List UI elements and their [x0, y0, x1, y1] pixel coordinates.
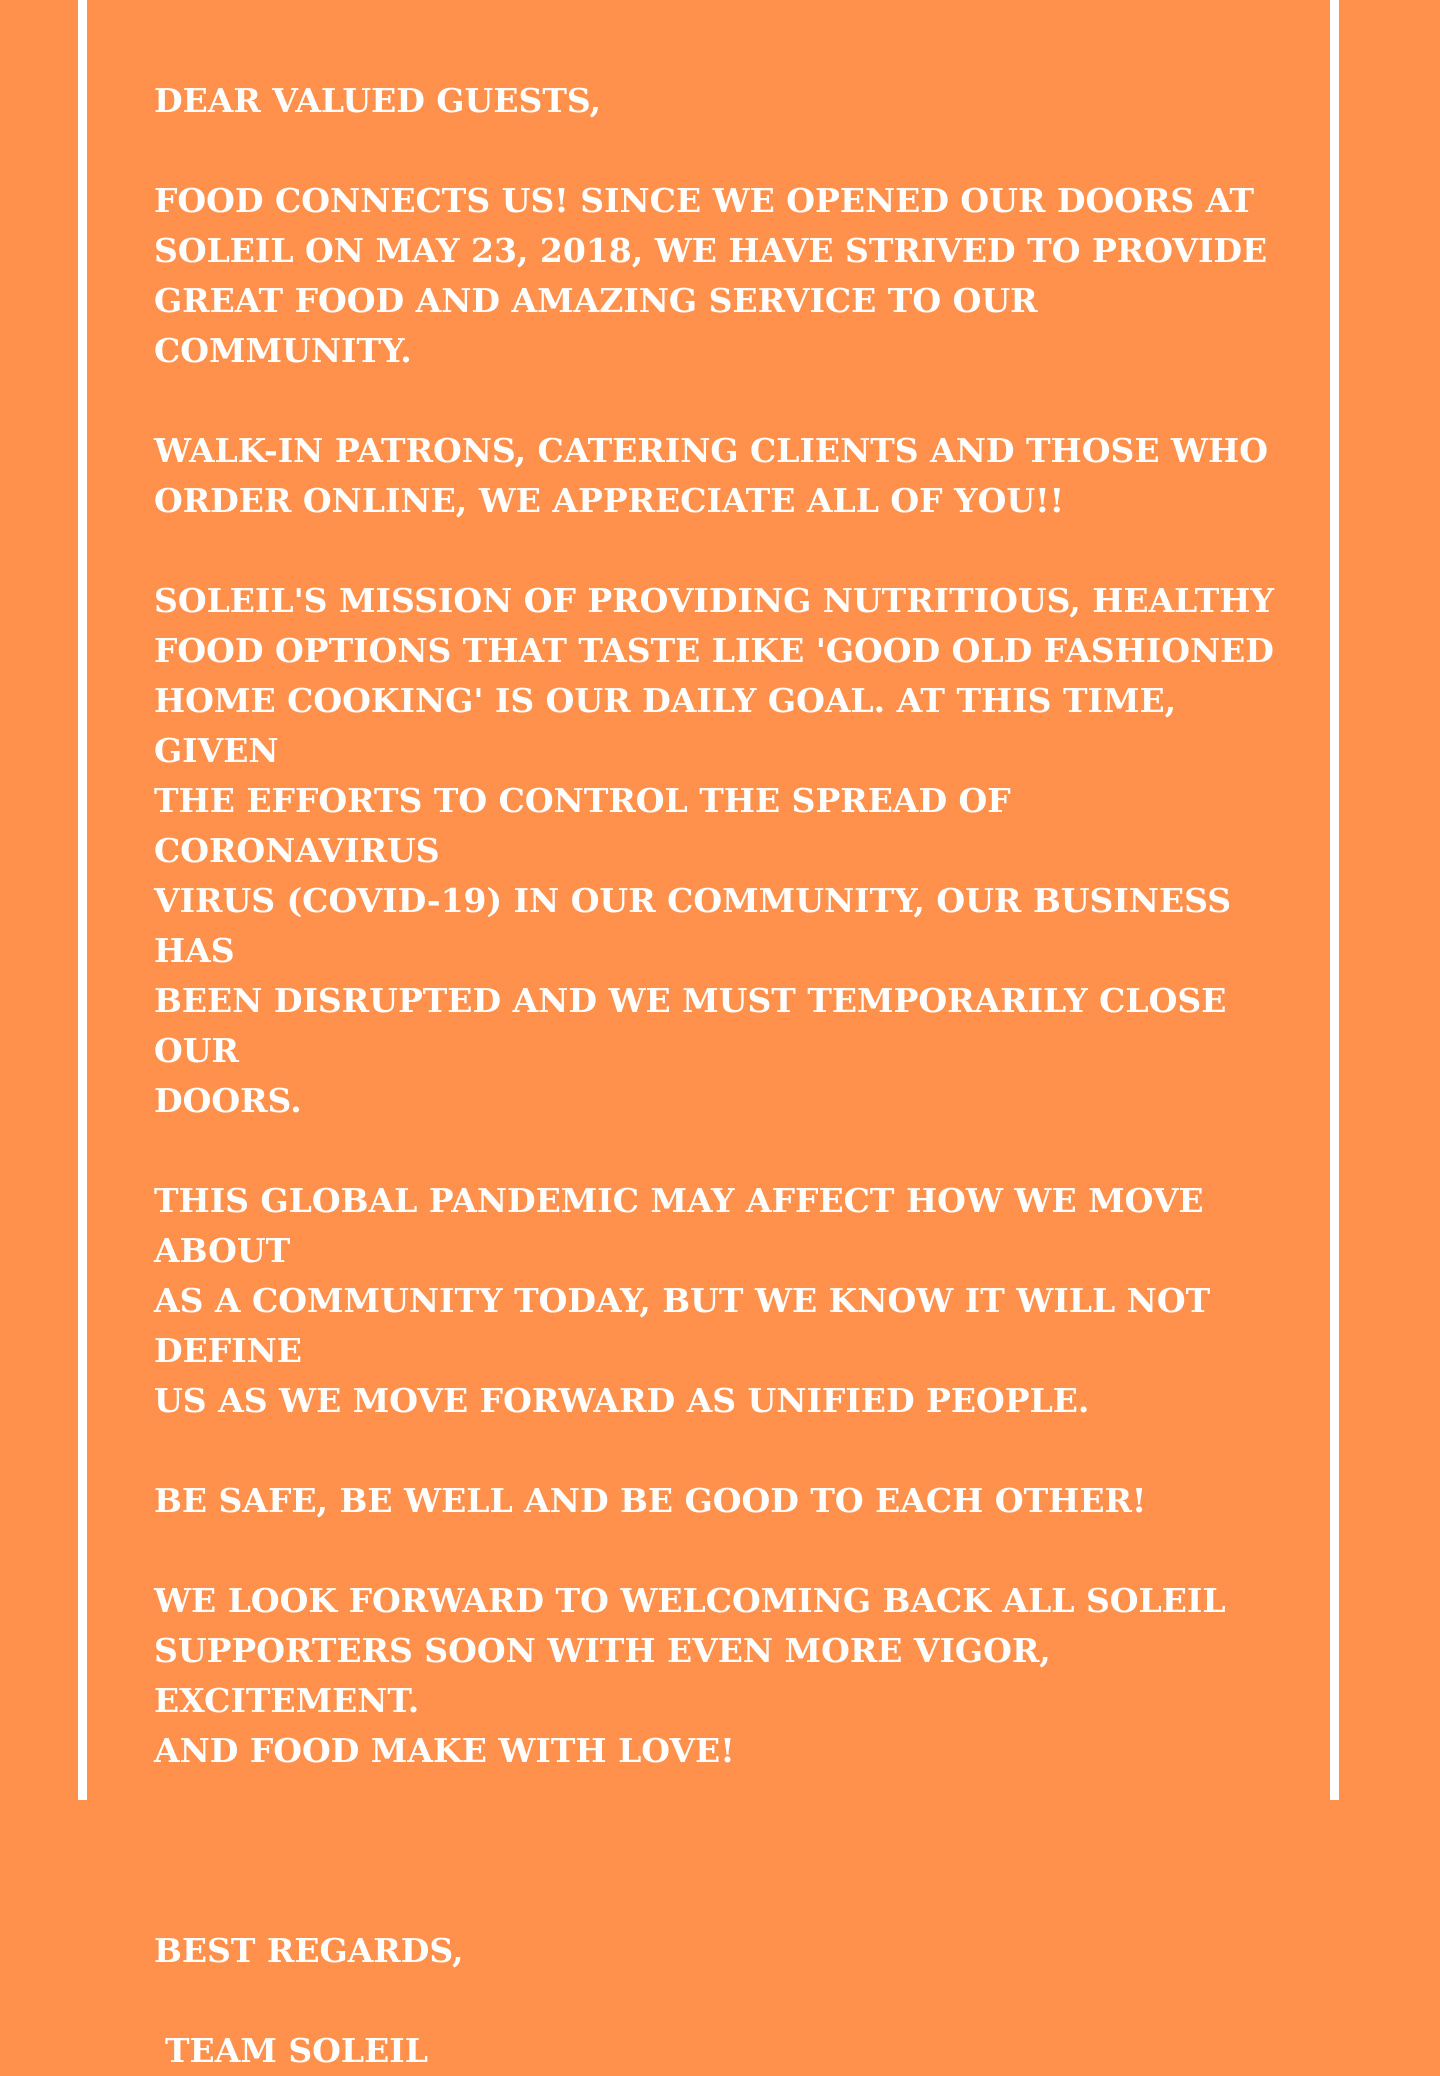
right-frame-line	[1330, 0, 1339, 1800]
letter-paragraph-4: THIS GLOBAL PANDEMIC MAY AFFECT HOW WE MOVE ABOUT AS A COMMUNITY TODAY, BUT WE KNOW IT WILL NOT DEFINE US AS WE MOVE FORWARD AS UNIFIED PEOPLE.	[154, 1181, 1211, 1420]
letter-salutation: DEAR VALUED GUESTS,	[154, 81, 602, 120]
letter-signature: TEAM SOLEIL	[165, 2031, 428, 2070]
letter-closing: BEST REGARDS,	[154, 1931, 464, 1970]
left-frame-line	[78, 0, 87, 1800]
letter-paragraph-5: BE SAFE, BE WELL AND BE GOOD TO EACH OTHER!	[154, 1481, 1147, 1520]
letter-paragraph-1: FOOD CONNECTS US! SINCE WE OPENED OUR DOORS AT SOLEIL ON MAY 23, 2018, WE HAVE STRIVED TO PROVIDE GREAT FOOD AND AMAZING SERVICE TO OUR COMMUNITY.	[154, 181, 1268, 370]
letter-paragraph-6: WE LOOK FORWARD TO WELCOMING BACK ALL SOLEIL SUPPORTERS SOON WITH EVEN MORE VIGOR, EXCITEMENT. AND FOOD MAKE WITH LOVE!	[154, 1581, 1226, 1770]
letter-body	[154, 76, 1284, 2076]
letter-paragraph-2: WALK-IN PATRONS, CATERING CLIENTS AND THOSE WHO ORDER ONLINE, WE APPRECIATE ALL OF YOU!!	[154, 431, 1268, 520]
letter-paragraph-3: SOLEIL'S MISSION OF PROVIDING NUTRITIOUS, HEALTHY FOOD OPTIONS THAT TASTE LIKE 'GOOD OLD FASHIONED HOME COOKING' IS OUR DAILY GOAL. AT THIS TIME, GIVEN THE EFFORTS TO CONTROL THE SPREAD OF CORONAVIRUS VIRUS (COVID-19) IN OUR COMMUNITY, OUR BUSINESS HAS BEEN DISRUPTED AND WE MUST TEMPORARILY CLOSE OUR DOORS.	[154, 581, 1274, 1120]
